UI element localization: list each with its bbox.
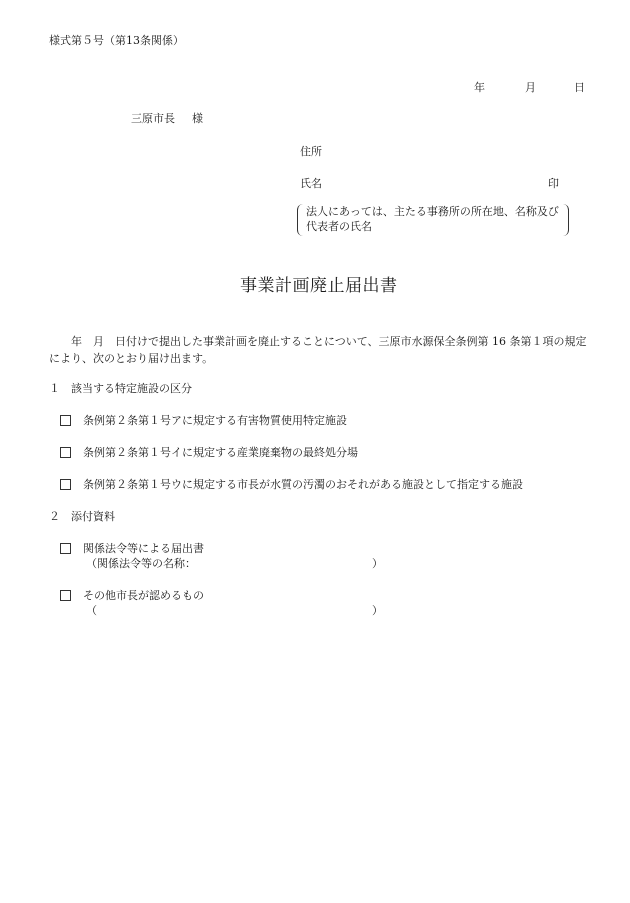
attachment-sub-close: ）	[372, 557, 383, 570]
checkbox[interactable]	[60, 415, 71, 426]
addressee-name: 三原市長	[131, 112, 175, 125]
section1-heading: １ 該当する特定施設の区分	[49, 382, 192, 395]
option-item	[60, 478, 523, 492]
seal-label: 印	[548, 177, 559, 190]
checkbox[interactable]	[60, 590, 71, 601]
address-label: 住所	[300, 145, 322, 158]
addressee-honorific: 様	[192, 112, 203, 125]
document-title: 事業計画廃止届出書	[240, 276, 398, 296]
checkbox[interactable]	[60, 447, 71, 458]
date-line	[474, 81, 585, 95]
checkbox[interactable]	[60, 543, 71, 554]
addressee	[131, 112, 203, 126]
option-label: 条例第２条第１号ウに規定する市長が水質の汚濁のおそれがある施設として指定する施設	[83, 478, 523, 491]
attachment-sub-open: （	[86, 604, 97, 617]
checkbox[interactable]	[60, 479, 71, 490]
attachment-sub-close: ）	[372, 604, 383, 617]
section2-heading: ２ 添付資料	[49, 510, 115, 523]
option-item	[60, 414, 347, 428]
option-label: 条例第２条第１号アに規定する有害物質使用特定施設	[83, 414, 347, 427]
attachment-label: 関係法令等による届出書	[83, 542, 204, 555]
option-item	[60, 446, 358, 460]
attachment-sub-open: （関係法令等の名称：	[86, 557, 196, 570]
option-label: 条例第２条第１号イに規定する産業廃棄物の最終処分場	[83, 446, 358, 459]
attachment-item	[60, 542, 204, 556]
attachment-item	[60, 589, 204, 603]
date-year: 年	[474, 81, 485, 94]
date-month: 月	[525, 81, 536, 94]
form-id: 様式第５号（第13条関係）	[49, 34, 184, 47]
attachment-label: その他市長が認めるもの	[83, 589, 204, 602]
date-day: 日	[574, 81, 585, 94]
corporate-note: 法人にあっては、主たる事務所の所在地、名称及び代表者の氏名	[297, 204, 569, 236]
name-label: 氏名	[300, 177, 322, 190]
body-paragraph: 年 月 日付けで提出した事業計画を廃止することについて、三原市水源保全条例第 16 条第１項の規定により、次のとおり届け出ます。	[49, 335, 587, 365]
